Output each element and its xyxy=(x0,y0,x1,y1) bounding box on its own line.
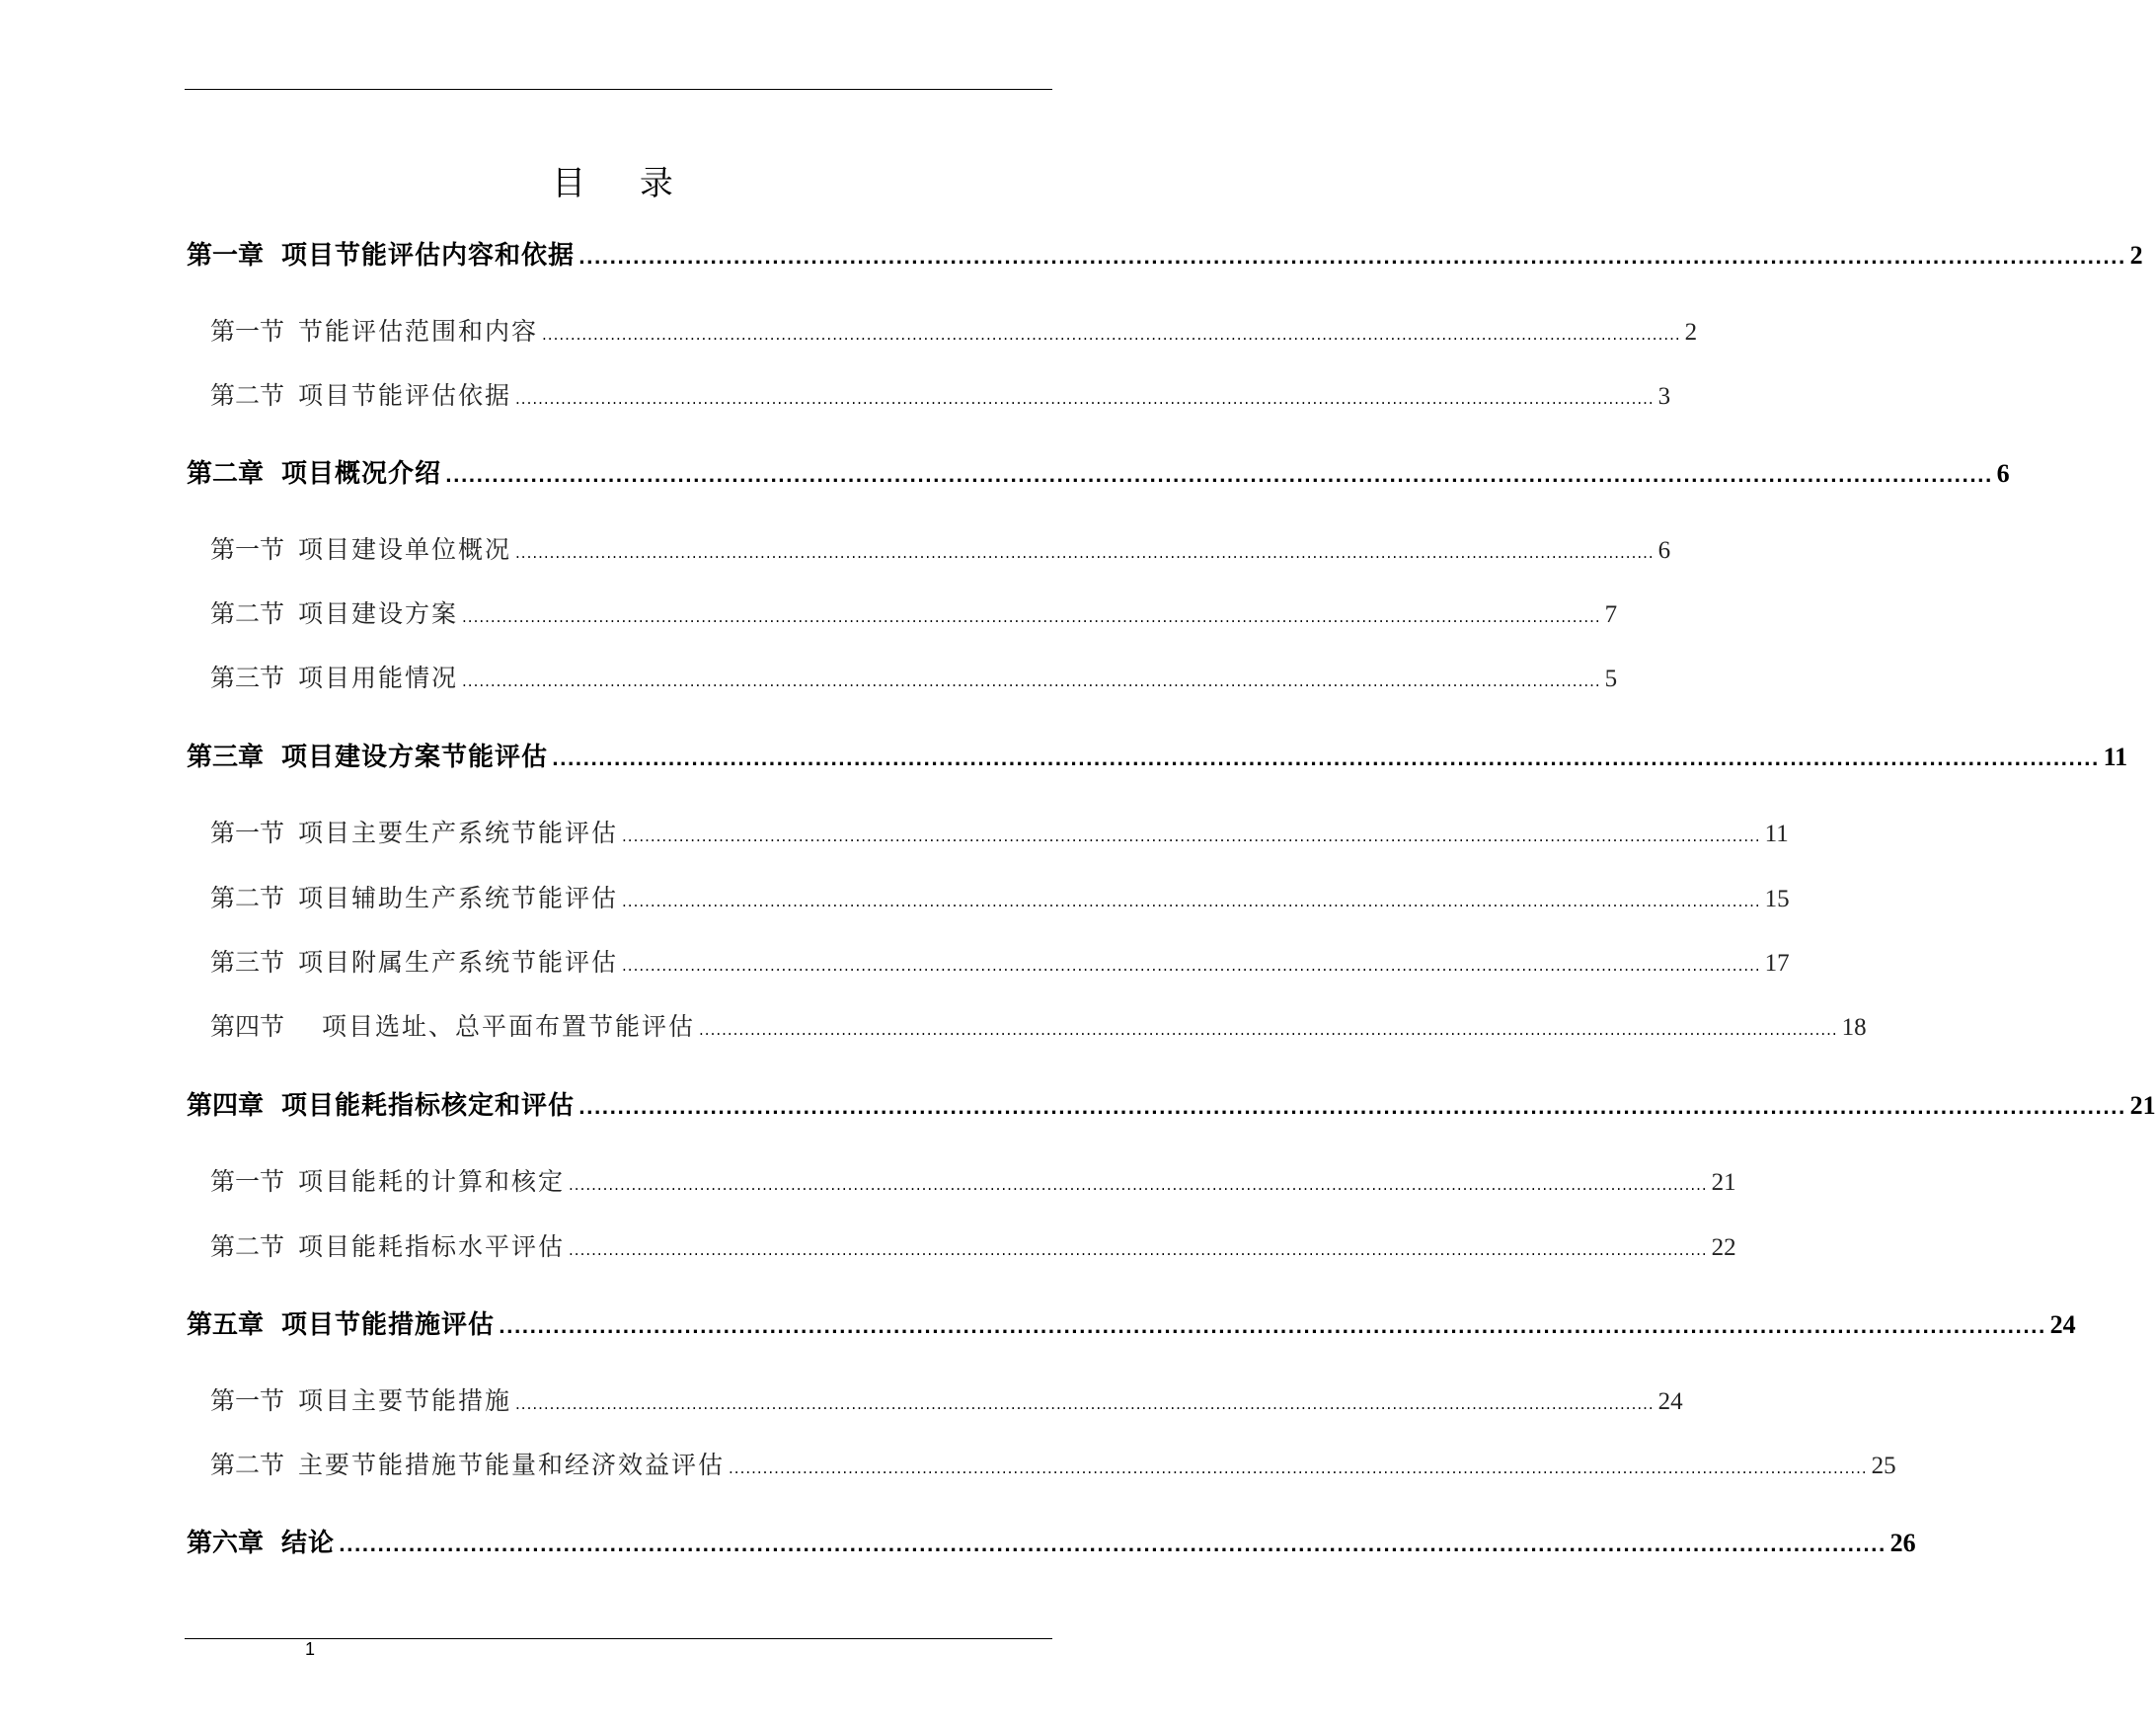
dot-leader: ........................................................................................................................................................................................................ xyxy=(622,957,1761,975)
dot-leader: ........................................................................................................................................................................................................ xyxy=(339,1535,1886,1556)
toc-section-entry[interactable] xyxy=(187,1450,1896,1484)
section-title: 项目辅助生产系统节能评估 xyxy=(298,884,619,912)
section-number: 第三节 xyxy=(210,664,285,692)
page-number: 18 xyxy=(1841,1014,1867,1041)
footer-page-number: 1 xyxy=(305,1639,316,1659)
section-title: 项目主要节能措施 xyxy=(298,1386,512,1415)
dot-leader: ........................................................................................................................................................................................................ xyxy=(515,544,1655,562)
section-title: 项目能耗的计算和核定 xyxy=(298,1167,566,1196)
dot-leader: ........................................................................................................................................................................................................ xyxy=(552,749,2100,770)
page-number: 5 xyxy=(1604,666,1618,692)
page-number: 11 xyxy=(1764,821,1789,847)
chapter-title: 项目建设方案节能评估 xyxy=(281,743,549,772)
toc-section-entry[interactable] xyxy=(187,663,1618,697)
page-number: 17 xyxy=(1764,950,1790,977)
dot-leader: ........................................................................................................................................................................................................ xyxy=(462,608,1601,626)
chapter-number: 第三章 xyxy=(187,743,265,772)
dot-leader: ........................................................................................................................................................................................................ xyxy=(462,672,1601,690)
page-number: 11 xyxy=(2103,743,2128,771)
dot-leader: ........................................................................................................................................................................................................ xyxy=(515,1395,1655,1413)
section-number: 第二节 xyxy=(210,381,285,410)
toc-chapter-entry[interactable] xyxy=(187,458,2010,493)
section-number: 第二节 xyxy=(210,884,285,912)
dot-leader: ........................................................................................................................................................................................................ xyxy=(445,466,1993,487)
toc-section-entry[interactable] xyxy=(187,598,1618,633)
section-title: 项目节能评估依据 xyxy=(298,381,512,410)
dot-leader: ........................................................................................................................................................................................................ xyxy=(699,1021,1838,1039)
section-number: 第二节 xyxy=(210,599,285,628)
section-number: 第一节 xyxy=(210,1167,285,1196)
page-number: 2 xyxy=(1684,319,1698,346)
page-number: 26 xyxy=(1889,1529,1916,1557)
page-number: 6 xyxy=(1996,459,2010,488)
page-number: 21 xyxy=(2129,1091,2156,1120)
dot-leader: ........................................................................................................................................................................................................ xyxy=(569,1241,1708,1259)
chapter-number: 第一章 xyxy=(187,241,265,271)
dot-leader: ........................................................................................................................................................................................................ xyxy=(542,326,1681,344)
section-number: 第二节 xyxy=(210,1451,285,1479)
chapter-number: 第六章 xyxy=(187,1529,265,1558)
chapter-title: 项目能耗指标核定和评估 xyxy=(281,1091,576,1121)
section-number: 第一节 xyxy=(210,1386,285,1415)
toc-section-entry[interactable] xyxy=(187,1385,1683,1420)
section-number: 第一节 xyxy=(210,819,285,847)
section-number: 第三节 xyxy=(210,948,285,977)
page-number: 24 xyxy=(2049,1310,2076,1339)
section-title: 项目建设方案 xyxy=(298,599,459,628)
section-number: 第四节 xyxy=(210,1012,285,1041)
dot-leader: ........................................................................................................................................................................................................ xyxy=(622,827,1761,845)
page-title: 目 录 xyxy=(552,164,695,203)
dot-leader: ........................................................................................................................................................................................................ xyxy=(569,1176,1708,1194)
chapter-number: 第四章 xyxy=(187,1091,265,1121)
section-number: 第一节 xyxy=(210,317,285,346)
page-number: 15 xyxy=(1764,886,1790,912)
dot-leader: ........................................................................................................................................................................................................ xyxy=(499,1317,2046,1338)
section-number: 第二节 xyxy=(210,1232,285,1261)
section-title: 主要节能措施节能量和经济效益评估 xyxy=(298,1451,726,1479)
toc-section-entry[interactable] xyxy=(187,534,1671,569)
toc-chapter-entry[interactable] xyxy=(187,742,2128,776)
chapter-title: 项目节能评估内容和依据 xyxy=(281,241,576,271)
dot-leader: ........................................................................................................................................................................................................ xyxy=(578,1098,2126,1119)
toc-section-entry[interactable] xyxy=(187,947,1790,982)
section-title: 节能评估范围和内容 xyxy=(298,317,539,346)
section-title: 项目能耗指标水平评估 xyxy=(298,1232,566,1261)
chapter-title: 项目概况介绍 xyxy=(281,459,442,489)
toc-chapter-entry[interactable] xyxy=(187,1090,2156,1125)
chapter-number: 第二章 xyxy=(187,459,265,489)
dot-leader: ........................................................................................................................................................................................................ xyxy=(515,390,1655,408)
section-title: 项目用能情况 xyxy=(298,664,459,692)
toc-section-entry[interactable] xyxy=(187,1011,1867,1046)
page-number: 3 xyxy=(1657,383,1671,410)
dot-leader: ........................................................................................................................................................................................................ xyxy=(729,1459,1868,1477)
page-number: 24 xyxy=(1657,1388,1683,1415)
chapter-title: 结论 xyxy=(281,1529,336,1558)
dot-leader: ........................................................................................................................................................................................................ xyxy=(622,893,1761,910)
toc-chapter-entry[interactable] xyxy=(187,1528,1916,1562)
toc-section-entry[interactable] xyxy=(187,316,1698,351)
section-title: 项目附属生产系统节能评估 xyxy=(298,948,619,977)
toc-section-entry[interactable] xyxy=(187,818,1789,852)
chapter-title: 项目节能措施评估 xyxy=(281,1310,496,1340)
toc-chapter-entry[interactable] xyxy=(187,240,2143,275)
page-number: 2 xyxy=(2129,241,2143,270)
toc-chapter-entry[interactable] xyxy=(187,1309,2076,1344)
page-number: 21 xyxy=(1711,1169,1736,1196)
toc-section-entry[interactable] xyxy=(187,1166,1736,1201)
toc-section-entry[interactable] xyxy=(187,883,1790,917)
chapter-number: 第五章 xyxy=(187,1310,265,1340)
page-number: 6 xyxy=(1657,537,1671,564)
page-number: 22 xyxy=(1711,1234,1736,1261)
section-number: 第一节 xyxy=(210,535,285,564)
section-title: 项目选址、总平面布置节能评估 xyxy=(322,1012,696,1041)
toc-section-entry[interactable] xyxy=(187,1231,1736,1266)
toc-section-entry[interactable] xyxy=(187,380,1671,415)
section-title: 项目建设单位概况 xyxy=(298,535,512,564)
dot-leader: ........................................................................................................................................................................................................ xyxy=(578,248,2126,269)
page-number: 7 xyxy=(1604,601,1618,628)
header-rule xyxy=(185,89,1052,90)
page-number: 25 xyxy=(1871,1453,1896,1479)
section-title: 项目主要生产系统节能评估 xyxy=(298,819,619,847)
